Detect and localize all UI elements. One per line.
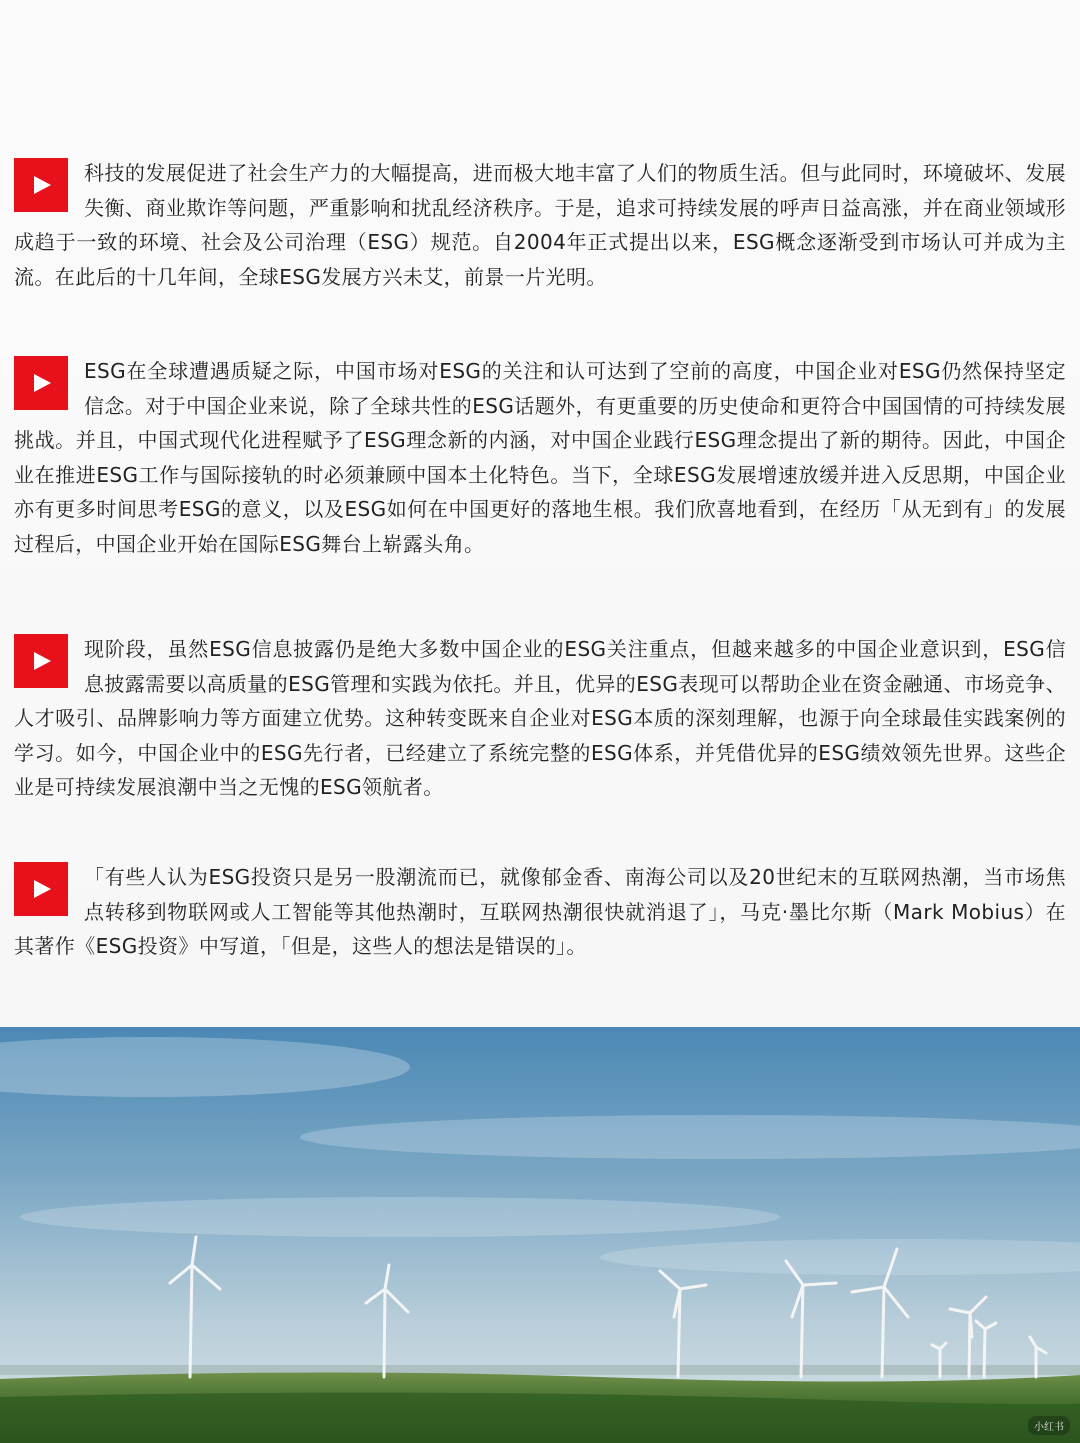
paragraph-1-text: 科技的发展促进了社会生产力的大幅提高，进而极大地丰富了人们的物质生活。但与此同时，环境破坏、发展失衡、商业欺诈等问题，严重影响和扰乱经济秩序。于是，追求可持续发展的呼声日益高涨，并在商业领域形成趋于一致的环境、社会及公司治理（ESG）规范。自2004年正式提出以来，ESG概念逐渐受到市场认可并成为主流。在此后的十几年间，全球ESG发展方兴未艾，前景一片光明。 xyxy=(14,161,1066,289)
wind-turbine-photo xyxy=(0,1027,1080,1443)
paragraph-3-text: 现阶段，虽然ESG信息披露仍是绝大多数中国企业的ESG关注重点，但越来越多的中国企业意识到，ESG信息披露需要以高质量的ESG管理和实践为依托。并且，优异的ESG表现可以帮助企业在资金融通、市场竞争、人才吸引、品牌影响力等方面建立优势。这种转变既来自企业对ESG本质的深刻理解，也源于向全球最佳实践案例的学习。如今，中国企业中的ESG先行者，已经建立了系统完整的ESG体系，并凭借优异的ESG绩效领先世界。这些企业是可持续发展浪潮中当之无愧的ESG领航者。 xyxy=(14,637,1066,799)
paragraph-3 xyxy=(14,632,1066,805)
paragraph-4 xyxy=(14,860,1066,964)
paragraph-1 xyxy=(14,156,1066,294)
play-icon xyxy=(14,634,68,688)
play-icon xyxy=(14,158,68,212)
watermark-label: 小红书 xyxy=(1028,1416,1070,1435)
play-icon xyxy=(14,862,68,916)
paragraph-4-text: 「有些人认为ESG投资只是另一股潮流而已，就像郁金香、南海公司以及20世纪末的互联网热潮，当市场焦点转移到物联网或人工智能等其他热潮时，互联网热潮很快就消退了」，马克·墨比尔斯（Mark Mobius）在其著作《ESG投资》中写道，「但是，这些人的想法是错误的」。 xyxy=(14,865,1066,958)
paragraph-2-text: ESG在全球遭遇质疑之际，中国市场对ESG的关注和认可达到了空前的高度，中国企业对ESG仍然保持坚定信念。对于中国企业来说，除了全球共性的ESG话题外，有更重要的历史使命和更符合中国国情的可持续发展挑战。并且，中国式现代化进程赋予了ESG理念新的内涵，对中国企业践行ESG理念提出了新的期待。因此，中国企业在推进ESG工作与国际接轨的时必须兼顾中国本土化特色。当下，全球ESG发展增速放缓并进入反思期，中国企业亦有更多时间思考ESG的意义，以及ESG如何在中国更好的落地生根。我们欣喜地看到，在经历「从无到有」的发展过程后，中国企业开始在国际ESG舞台上崭露头角。 xyxy=(14,359,1066,556)
paragraph-2 xyxy=(14,354,1066,561)
play-icon xyxy=(14,356,68,410)
